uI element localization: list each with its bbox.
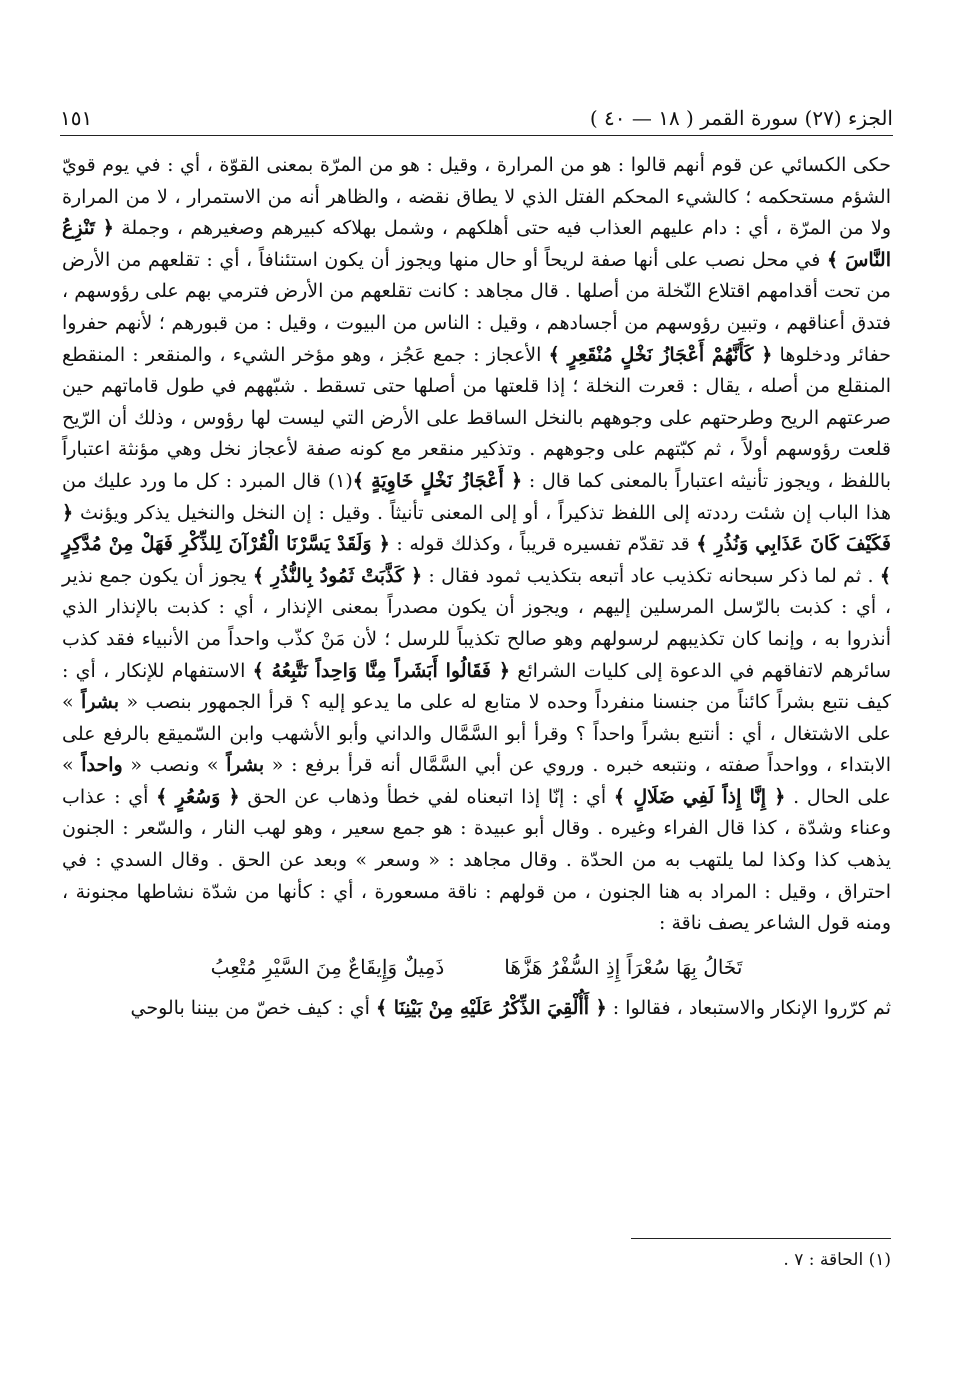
text-run: » على الحال . (62, 754, 891, 808)
verse-hemistich-1: تَخَالُ بِهَا سُعْرَاً إِذِ السُّفْرُ هَزَّهَا (504, 954, 743, 979)
page-header (60, 90, 893, 130)
quran-quote: ﴿ أَعْجَازُ نَخْلٍ خَاوِيَةٍ ﴾ (352, 469, 523, 492)
footnote-rule (631, 1238, 891, 1239)
text-run: » ونصب « (122, 754, 227, 777)
text-run: أي : إنّا إذا اتبعناه لفي خطأ وذهاب عن الحق (239, 785, 614, 808)
text-run: يجوز أن يكون جمع نذير ، أي : كذبت بالرّسل المرسلين إليهم ، ويجوز أن يكون مصدراً بمعنى الإنذار ، أي : كذبت بالإنذار الذي أنذروا به ، وإنما كان تكذيبهم لرسولهم وهو صالح تكذيباً للرسل ؛ لأن مَنْ كذّب واحداً من الأنبياء فقد كذب سائرهم لاتفاقهم في الدعوة إلى كليات الشرائع (62, 564, 891, 682)
quran-quote: واحداً (81, 754, 123, 777)
page-number: ١٥١ (60, 106, 93, 130)
quran-quote: ﴿ إِنَّا إِذاً لَفِي ضَلَالٍ ﴾ (613, 785, 786, 808)
verse-hemistich-2: ذَمِيلٌ وَإِيقَاعٌ مِنَ السَّيْرِ مُتْعِبُ (210, 954, 445, 979)
text-run: (١) قال المبرد : كل ما ورد عليك من هذا الباب إن شئت رددته إلى اللفظ تذكيراً ، أو إلى المعنى تأنيثاً . وقيل : إن النخل والنخيل يذكر ويؤنث (62, 469, 891, 524)
quran-quote: بشراً (81, 691, 120, 714)
quran-quote: بشراً (226, 754, 265, 777)
quran-quote: ﴿ فَكَيْفَ كَانَ عَذَابِي وَنُذُرِ ﴾ (62, 501, 891, 556)
text-run: » على الاشتغال ، أي : أنتبع بشراً واحداً ؟ وقرأ أبو السَّمَّال والداني وأبو الأشهب وابن السّميقع بالرفع على الابتداء ، وواحداً صفته ، ونتبعه خبره . وروي عن أبي السَّمَّال أنه قرأ برفع : « (62, 691, 891, 777)
quran-quote: ﴿ كَأَنَّهُمْ أَعْجَازُ نَخْلٍ مُنْقَعِرٍ ﴾ (548, 343, 773, 366)
text-run: . ثم لما ذكر سبحانه تكذيب عاد أتبعه بتكذيب ثمود فقال : (422, 564, 880, 587)
paragraph (62, 150, 891, 940)
text-run: في محل نصب على أنها صفة لريحاً أو حال منها ويجوز أن يكون استئنافاً ، أي : تقلعهم من الأرض من تحت أقدامهم اقتلاع النّخلة من أصلها . قال مجاهد : كانت تقلعهم من الأرض فترمي بهم على رؤوسهم ، فتدق أعناقهم ، وتبين رؤوسهم من أجسادهم ، وقيل : الناس من البيوت ، وقيل : من قبورهم ؛ لأنهم حفروا حفائر ودخلوها (62, 248, 891, 366)
text-run: أي : كيف خصّ من بيننا بالوحي (130, 997, 376, 1020)
text-run: حكى الكسائي عن قوم أنهم قالوا : هو من المرارة ، وقيل : هو من المرّة بمعنى القوّة ، أي : في يوم قويّ الشؤم مستحكمه ؛ كالشيء المحكم الفتل الذي لا يطاق نقضه ، والظاهر أنه من الاستمرار ، لا من المرارة ولا من المرّة ، أي : دام عليهم العذاب فيه حتى أهلكهم ، وشمل بهلاكه كبيرهم وصغيرهم ، وجملة (62, 154, 891, 240)
quran-quote: ﴿ تَنْزِعُ النَّاسَ ﴾ (62, 217, 892, 271)
text-run: قد تقدّم تفسيره قريباً ، وكذلك قوله : (389, 533, 697, 556)
text-run: أي : عذاب وعناء وشدّة ، كذا قال الفراء وغيره . وقال أبو عبيدة : هو جمع سعير ، وهو لهب النار ، والسّعر : الجنون يذهب كذا وكذا لما يلتهب به من الحدّة . وقال مجاهد : « وسعر » وبعد عن الحق . وقال السدي : في احتراق ، وقيل : المراد به هنا الجنون ، من قولهم : ناقة مسعورة ، أي : كأنها من شدّة نشاطها مجنونة ، ومنه قول الشاعر يصف ناقة : (62, 785, 891, 935)
quran-quote: ﴿ كَذَّبَتْ ثَمُودُ بِالنُّذُرِ ﴾ (252, 564, 423, 587)
quran-quote: ﴿ أَأُلْقِيَ الذِّكْرُ عَلَيْهِ مِنْ بَيْنِنَا ﴾ (375, 997, 607, 1020)
quran-quote: ﴿ فَقَالُوا أَبَشَراً مِنَّا وَاحِداً نَتَّبِعُهُ ﴾ (252, 659, 510, 682)
paragraph (62, 993, 891, 1025)
quran-quote: ﴿ وَسُعُرٍ ﴾ (156, 785, 240, 808)
header-rule (60, 135, 893, 136)
text-run: ثم كرّروا الإنكار والاستبعاد ، فقالوا : (606, 997, 891, 1020)
text-run: الأعجاز : جمع عَجُز ، وهو مؤخر الشيء ، والمنقعر : المنقطع المنقلع من أصله ، يقال : قعرت النخلة ؛ إذا قلعتها من أصلها حتى تسقط . شبّههم في طول قاماتهم حين صرعتهم الريح وطرحتهم على وجوههم بالنخل الساقط على الأرض التي ليست لها رؤوس ، وذلك أن الرّيح قلعت رؤوسهم أولاً ، ثم كبّتهم على وجوههم . وتذكير منقعر مع كونه صفة لأعجاز نخل وهي مؤنثة اعتباراً باللفظ ، ويجوز تأنيثه اعتباراً بالمعنى كما قال : (62, 343, 891, 492)
poetry-verse (62, 952, 891, 984)
text-run: الاستفهام للإنكار ، أي : كيف نتبع بشراً كائناً من جنسنا منفرداً وحده لا متابع له على ما يدعو إليه ؟ قرأ الجمهور بنصب « (62, 659, 891, 714)
footnote: (١) الحاقة : ٧ . (783, 1250, 891, 1270)
running-title: الجزء (٢٧) سورة القمر ( ١٨ — ٤٠ ) (589, 106, 893, 130)
main-text (62, 150, 891, 1025)
quran-quote: ﴿ وَلَقَدْ يَسَّرْنَا الْقُرْآنَ لِلذِّكْرِ فَهَلْ مِنْ مُدَّكِرٍ ﴾ (62, 533, 891, 587)
